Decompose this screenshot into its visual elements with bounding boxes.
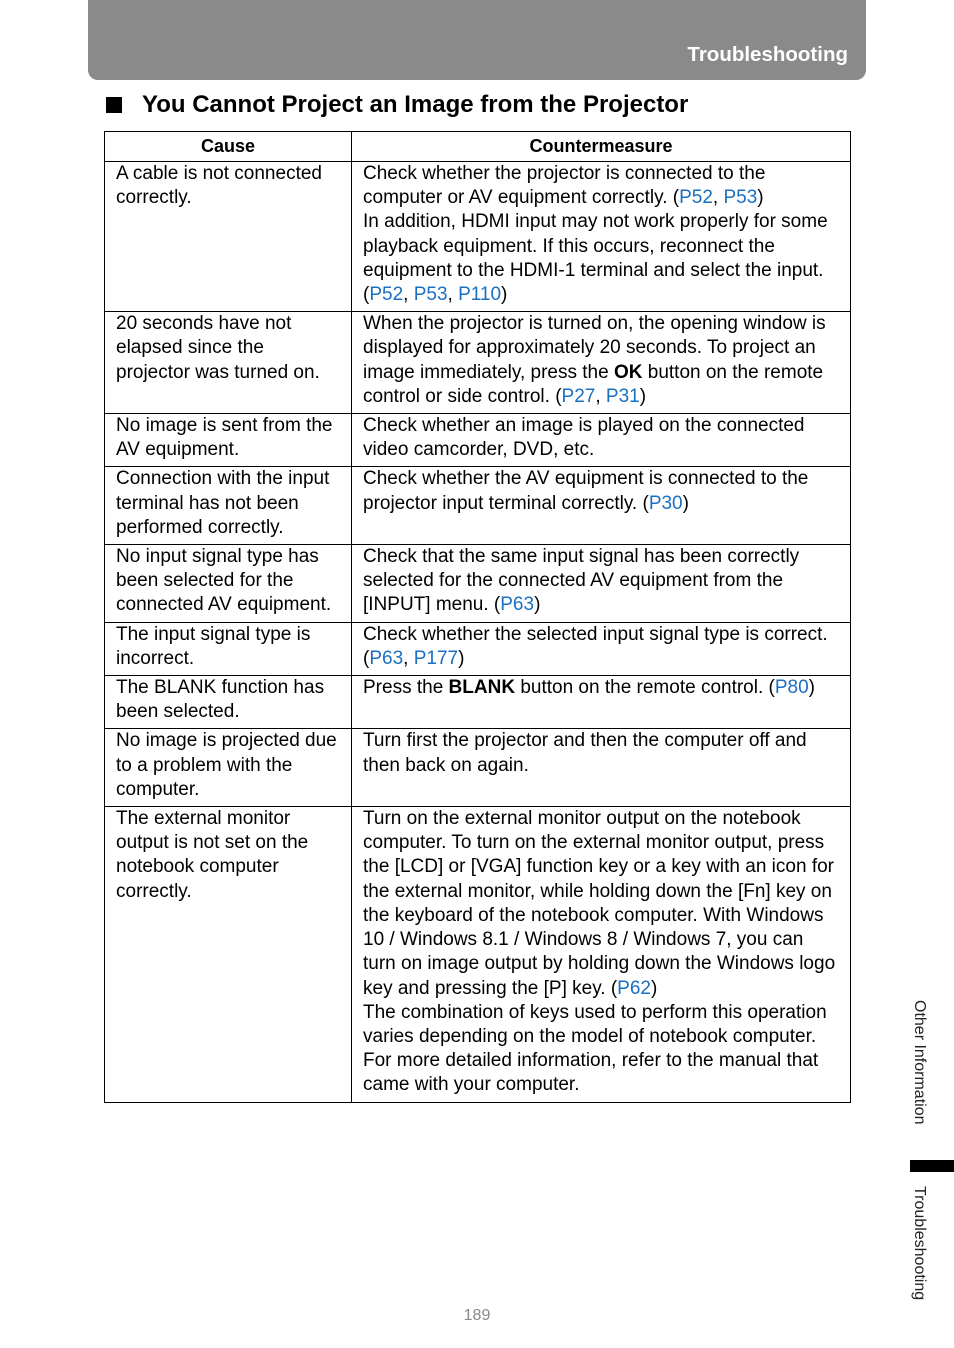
page-reference-link[interactable]: P27 xyxy=(561,385,596,407)
countermeasure-text: Check whether the projector is connected to the computer or AV equipment correctly. ( xyxy=(363,163,766,209)
table-header-row xyxy=(105,132,851,162)
countermeasure-text: button on the remote control or side control. ( xyxy=(363,361,824,407)
countermeasure-text: , xyxy=(595,385,606,407)
table-row xyxy=(105,676,851,729)
page-reference-link[interactable]: P52 xyxy=(369,284,404,306)
table-row xyxy=(105,807,851,1102)
header-band xyxy=(88,0,866,80)
column-header-countermeasure: Countermeasure xyxy=(352,132,851,162)
section-heading-text: You Cannot Project an Image from the Projector xyxy=(142,91,689,118)
table-row xyxy=(105,467,851,545)
table-body xyxy=(105,162,851,1103)
cause-cell: A cable is not connected correctly. xyxy=(105,162,352,312)
countermeasure-text: When the projector is turned on, the opening window is displayed for approximately 20 seconds. To project an image immediately, press the xyxy=(363,313,826,383)
page-reference-link[interactable]: P80 xyxy=(774,677,809,699)
table-row xyxy=(105,312,851,414)
black-square-bullet-icon xyxy=(106,97,122,113)
countermeasure-text: button on the remote control. ( xyxy=(515,677,775,699)
countermeasure-text: ) xyxy=(501,284,508,306)
page-reference-link[interactable]: P53 xyxy=(413,284,448,306)
countermeasure-text: Check whether an image is played on the connected video camcorder, DVD, etc. xyxy=(363,415,805,461)
table-row xyxy=(105,729,851,807)
countermeasure-text: , xyxy=(447,284,459,306)
page-number: 189 xyxy=(463,1307,491,1324)
side-index-other-information[interactable]: Other Information xyxy=(911,1000,928,1125)
column-header-cause: Cause xyxy=(105,132,352,162)
cause-cell: The BLANK function has been selected. xyxy=(105,676,352,729)
countermeasure-text: Turn on the external monitor output on the notebook computer. To turn on the external monitor output, press the [LCD] or [VGA] function key or a key with an icon for the external monitor, while holding down the [Fn] key on the keyboard of the notebook computer. With Windows 10 / Windows 8.1 / Windows 8 / Windows 7, you can turn on image output by holding down the Windows logo key and pressing the [P] key. ( xyxy=(363,808,836,999)
countermeasure-cell xyxy=(352,545,851,623)
page-reference-link[interactable]: P177 xyxy=(413,647,459,669)
countermeasure-cell xyxy=(352,467,851,545)
button-name-text: BLANK xyxy=(448,677,516,699)
table-row xyxy=(105,545,851,623)
countermeasure-text: ) xyxy=(650,977,658,999)
countermeasure-cell xyxy=(352,414,851,467)
countermeasure-text: ) xyxy=(682,492,689,514)
table-row xyxy=(105,622,851,675)
page-reference-link[interactable]: P63 xyxy=(369,647,404,669)
countermeasure-cell xyxy=(352,807,851,1102)
page-reference-link[interactable]: P53 xyxy=(723,187,758,209)
countermeasure-text: ) xyxy=(808,677,815,699)
countermeasure-text: Check that the same input signal has been correctly selected for the connected AV equipment from the [INPUT] menu. ( xyxy=(363,546,800,616)
countermeasure-text: ) xyxy=(458,647,465,669)
countermeasure-text: ) xyxy=(639,385,647,407)
cause-cell: 20 seconds have not elapsed since the projector was turned on. xyxy=(105,312,352,414)
cause-cell: Connection with the input terminal has not been performed correctly. xyxy=(105,467,352,545)
troubleshooting-table xyxy=(104,131,851,1103)
countermeasure-text: , xyxy=(712,187,724,209)
countermeasure-text: ) xyxy=(534,594,541,616)
page-reference-link[interactable]: P31 xyxy=(605,385,640,407)
countermeasure-text: Press the xyxy=(363,677,449,699)
countermeasure-text: Check whether the AV equipment is connected to the projector input terminal correctly. ( xyxy=(363,468,809,514)
countermeasure-cell xyxy=(352,729,851,807)
countermeasure-cell xyxy=(352,162,851,312)
countermeasure-text: , xyxy=(403,647,414,669)
page-reference-link[interactable]: P63 xyxy=(500,594,535,616)
page-reference-link[interactable]: P62 xyxy=(617,977,651,999)
chapter-title: Troubleshooting xyxy=(687,43,848,66)
countermeasure-text: The combination of keys used to perform this operation varies depending on the model of notebook computer. For more detailed information, refer to the manual that came with your computer. xyxy=(363,1001,827,1096)
cause-cell: No image is sent from the AV equipment. xyxy=(105,414,352,467)
page-reference-link[interactable]: P110 xyxy=(458,284,502,306)
section-heading xyxy=(106,88,688,122)
countermeasure-cell xyxy=(352,676,851,729)
side-index-troubleshooting[interactable]: Troubleshooting xyxy=(911,1186,928,1301)
countermeasure-text: Check whether the selected input signal type is correct. ( xyxy=(363,623,828,669)
countermeasure-text: In addition, HDMI input may not work properly for some playback equipment. If this occurs, reconnect the equipment to the HDMI-1 terminal and select the input. ( xyxy=(363,211,828,306)
button-name-text: OK xyxy=(613,361,643,383)
side-index-active-tab-marker xyxy=(910,1160,954,1172)
table-row xyxy=(105,414,851,467)
countermeasure-text: Turn first the projector and then the computer off and then back on again. xyxy=(363,730,807,776)
cause-cell: The external monitor output is not set on the notebook computer correctly. xyxy=(105,807,352,1102)
countermeasure-text: ) xyxy=(757,187,764,209)
countermeasure-cell xyxy=(352,622,851,675)
page-reference-link[interactable]: P30 xyxy=(648,492,683,514)
cause-cell: No input signal type has been selected for the connected AV equipment. xyxy=(105,545,352,623)
table-row xyxy=(105,162,851,312)
countermeasure-cell xyxy=(352,312,851,414)
cause-cell: No image is projected due to a problem with the computer. xyxy=(105,729,352,807)
countermeasure-text: , xyxy=(403,284,414,306)
page-reference-link[interactable]: P52 xyxy=(679,187,713,209)
cause-cell: The input signal type is incorrect. xyxy=(105,622,352,675)
